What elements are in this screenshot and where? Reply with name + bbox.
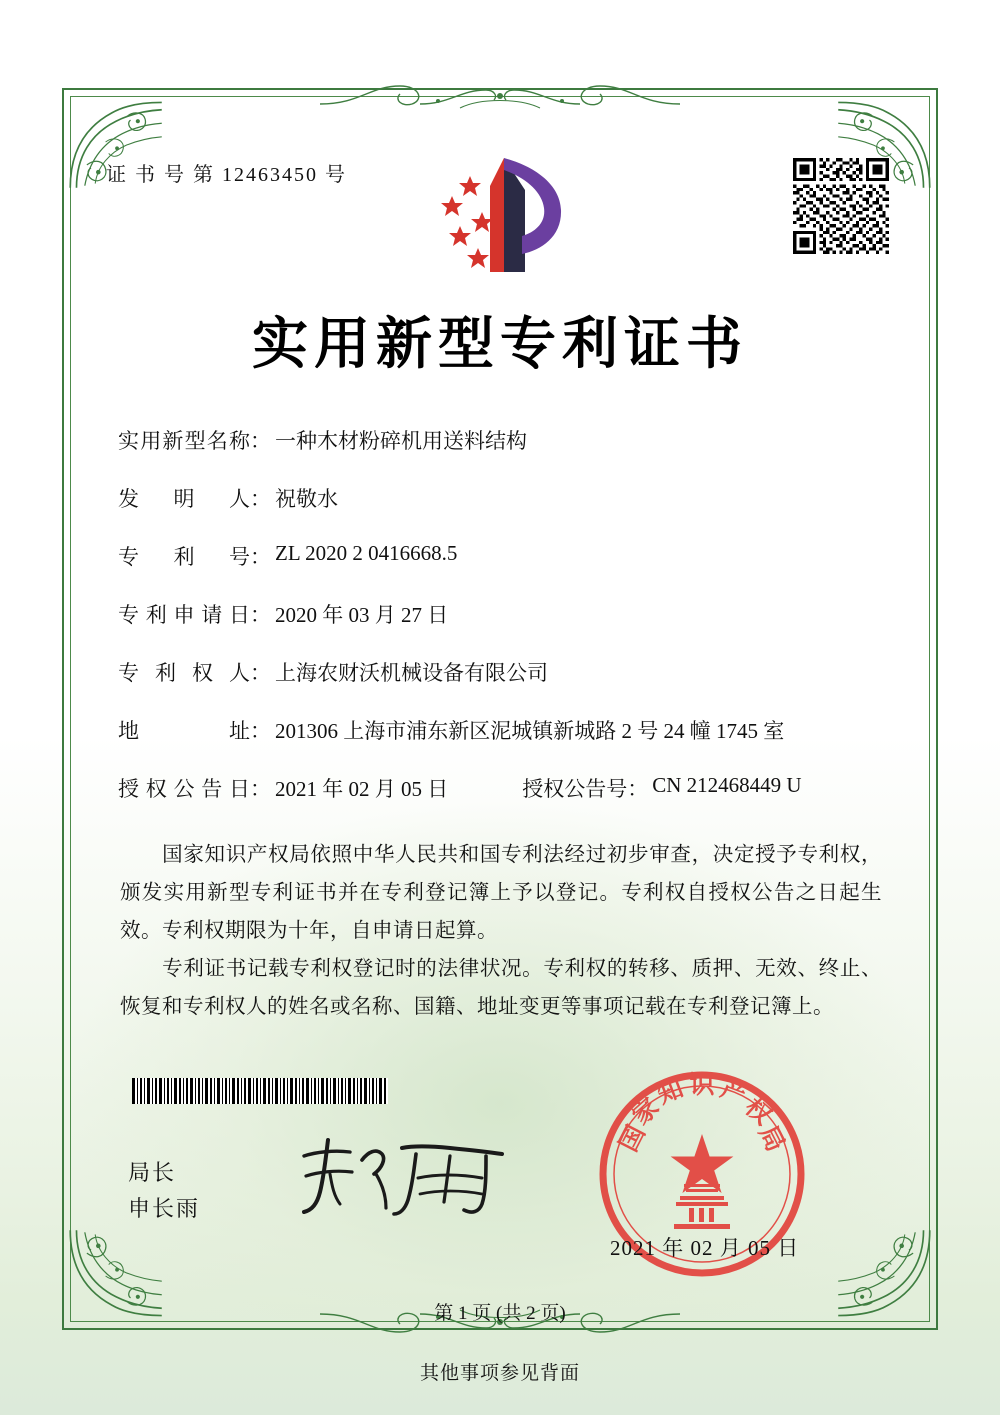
- barcode-icon: [132, 1078, 388, 1104]
- field-colon: ：: [627, 777, 649, 801]
- field-value: ZL 2020 2 0416668.5: [275, 541, 458, 565]
- grant-number-label: 授权公告号: [522, 777, 628, 801]
- field-label: 专利号: [118, 545, 250, 569]
- field-colon: ：: [250, 429, 271, 453]
- svg-text:权: 权: [739, 1092, 778, 1131]
- grant-date-value: 2021 年 02 月 05 日: [275, 777, 449, 801]
- paragraph-text: 专利证书记载专利权登记时的法律状况。专利权的转移、质押、无效、终止、恢复和专利权人的姓名或名称、国籍、地址变更等事项记载在专利登记簿上。: [120, 958, 882, 1018]
- grant-date-label: 授权公告日: [118, 777, 250, 801]
- field-value: 2020 年 03 月 27 日: [275, 603, 449, 627]
- svg-text:识: 识: [689, 1070, 715, 1099]
- filigree-top: [320, 74, 680, 114]
- signature-block: [128, 1155, 200, 1227]
- field-label: 实用新型名称: [118, 429, 250, 453]
- svg-text:家: 家: [626, 1092, 665, 1131]
- field-patentee: [118, 657, 888, 715]
- legal-paragraph-1: [120, 836, 882, 950]
- field-value: 祝敬水: [275, 487, 338, 511]
- field-label: 发明人: [118, 487, 250, 511]
- footer-note: 其他事项参见背面: [419, 1363, 580, 1384]
- svg-text:国: 国: [613, 1120, 651, 1157]
- field-value: 上海农财沃机械设备有限公司: [275, 661, 548, 685]
- seal-date: 2021 年 02 月 05 日: [610, 1236, 800, 1260]
- field-colon: ：: [250, 661, 271, 685]
- field-colon: ：: [250, 603, 271, 627]
- field-address: [118, 715, 888, 773]
- field-application-date: [118, 599, 888, 657]
- field-label: 专利申请日: [118, 603, 250, 627]
- field-colon: ：: [250, 719, 271, 743]
- director-name: 申长雨: [128, 1196, 201, 1221]
- field-colon: ：: [250, 545, 271, 569]
- field-list: [118, 425, 888, 831]
- field-label: 专利权人: [118, 661, 250, 685]
- field-value: 一种木材粉碎机用送料结构: [275, 429, 527, 453]
- legal-paragraph-2: [120, 950, 882, 1026]
- field-colon: ：: [250, 487, 271, 511]
- field-value: 201306 上海市浦东新区泥城镇新城路 2 号 24 幢 1745 室: [275, 719, 785, 743]
- qr-code-icon: [793, 158, 889, 254]
- field-utility-model-name: [118, 425, 888, 483]
- grant-number-value: CN 212468449 U: [652, 773, 802, 797]
- page-title: 实用新型专利证书: [252, 311, 748, 377]
- paragraph-text: 国家知识产权局依照中华人民共和国专利法经过初步审查，决定授予专利权，颁发实用新型专利证书并在专利登记簿上予以登记。专利权自授权公告之日起生效。专利权期限为十年，自申请日起算。: [120, 844, 882, 942]
- field-inventor: [118, 483, 888, 541]
- field-colon: ：: [250, 777, 271, 801]
- svg-text:局: 局: [753, 1120, 791, 1157]
- certificate-number: 证 书 号 第 12463450 号: [106, 164, 347, 186]
- field-grant-announcement: [118, 773, 888, 831]
- director-title: 局长: [128, 1160, 177, 1185]
- cnipa-p-star-logo-icon: [430, 150, 580, 280]
- field-label: 地址: [118, 719, 250, 743]
- field-patent-number: [118, 541, 888, 599]
- page-indicator: 第 1 页 (共 2 页): [434, 1303, 566, 1324]
- svg-text:知: 知: [653, 1073, 688, 1110]
- handwritten-signature-icon: [290, 1130, 520, 1220]
- svg-text:产: 产: [716, 1073, 751, 1110]
